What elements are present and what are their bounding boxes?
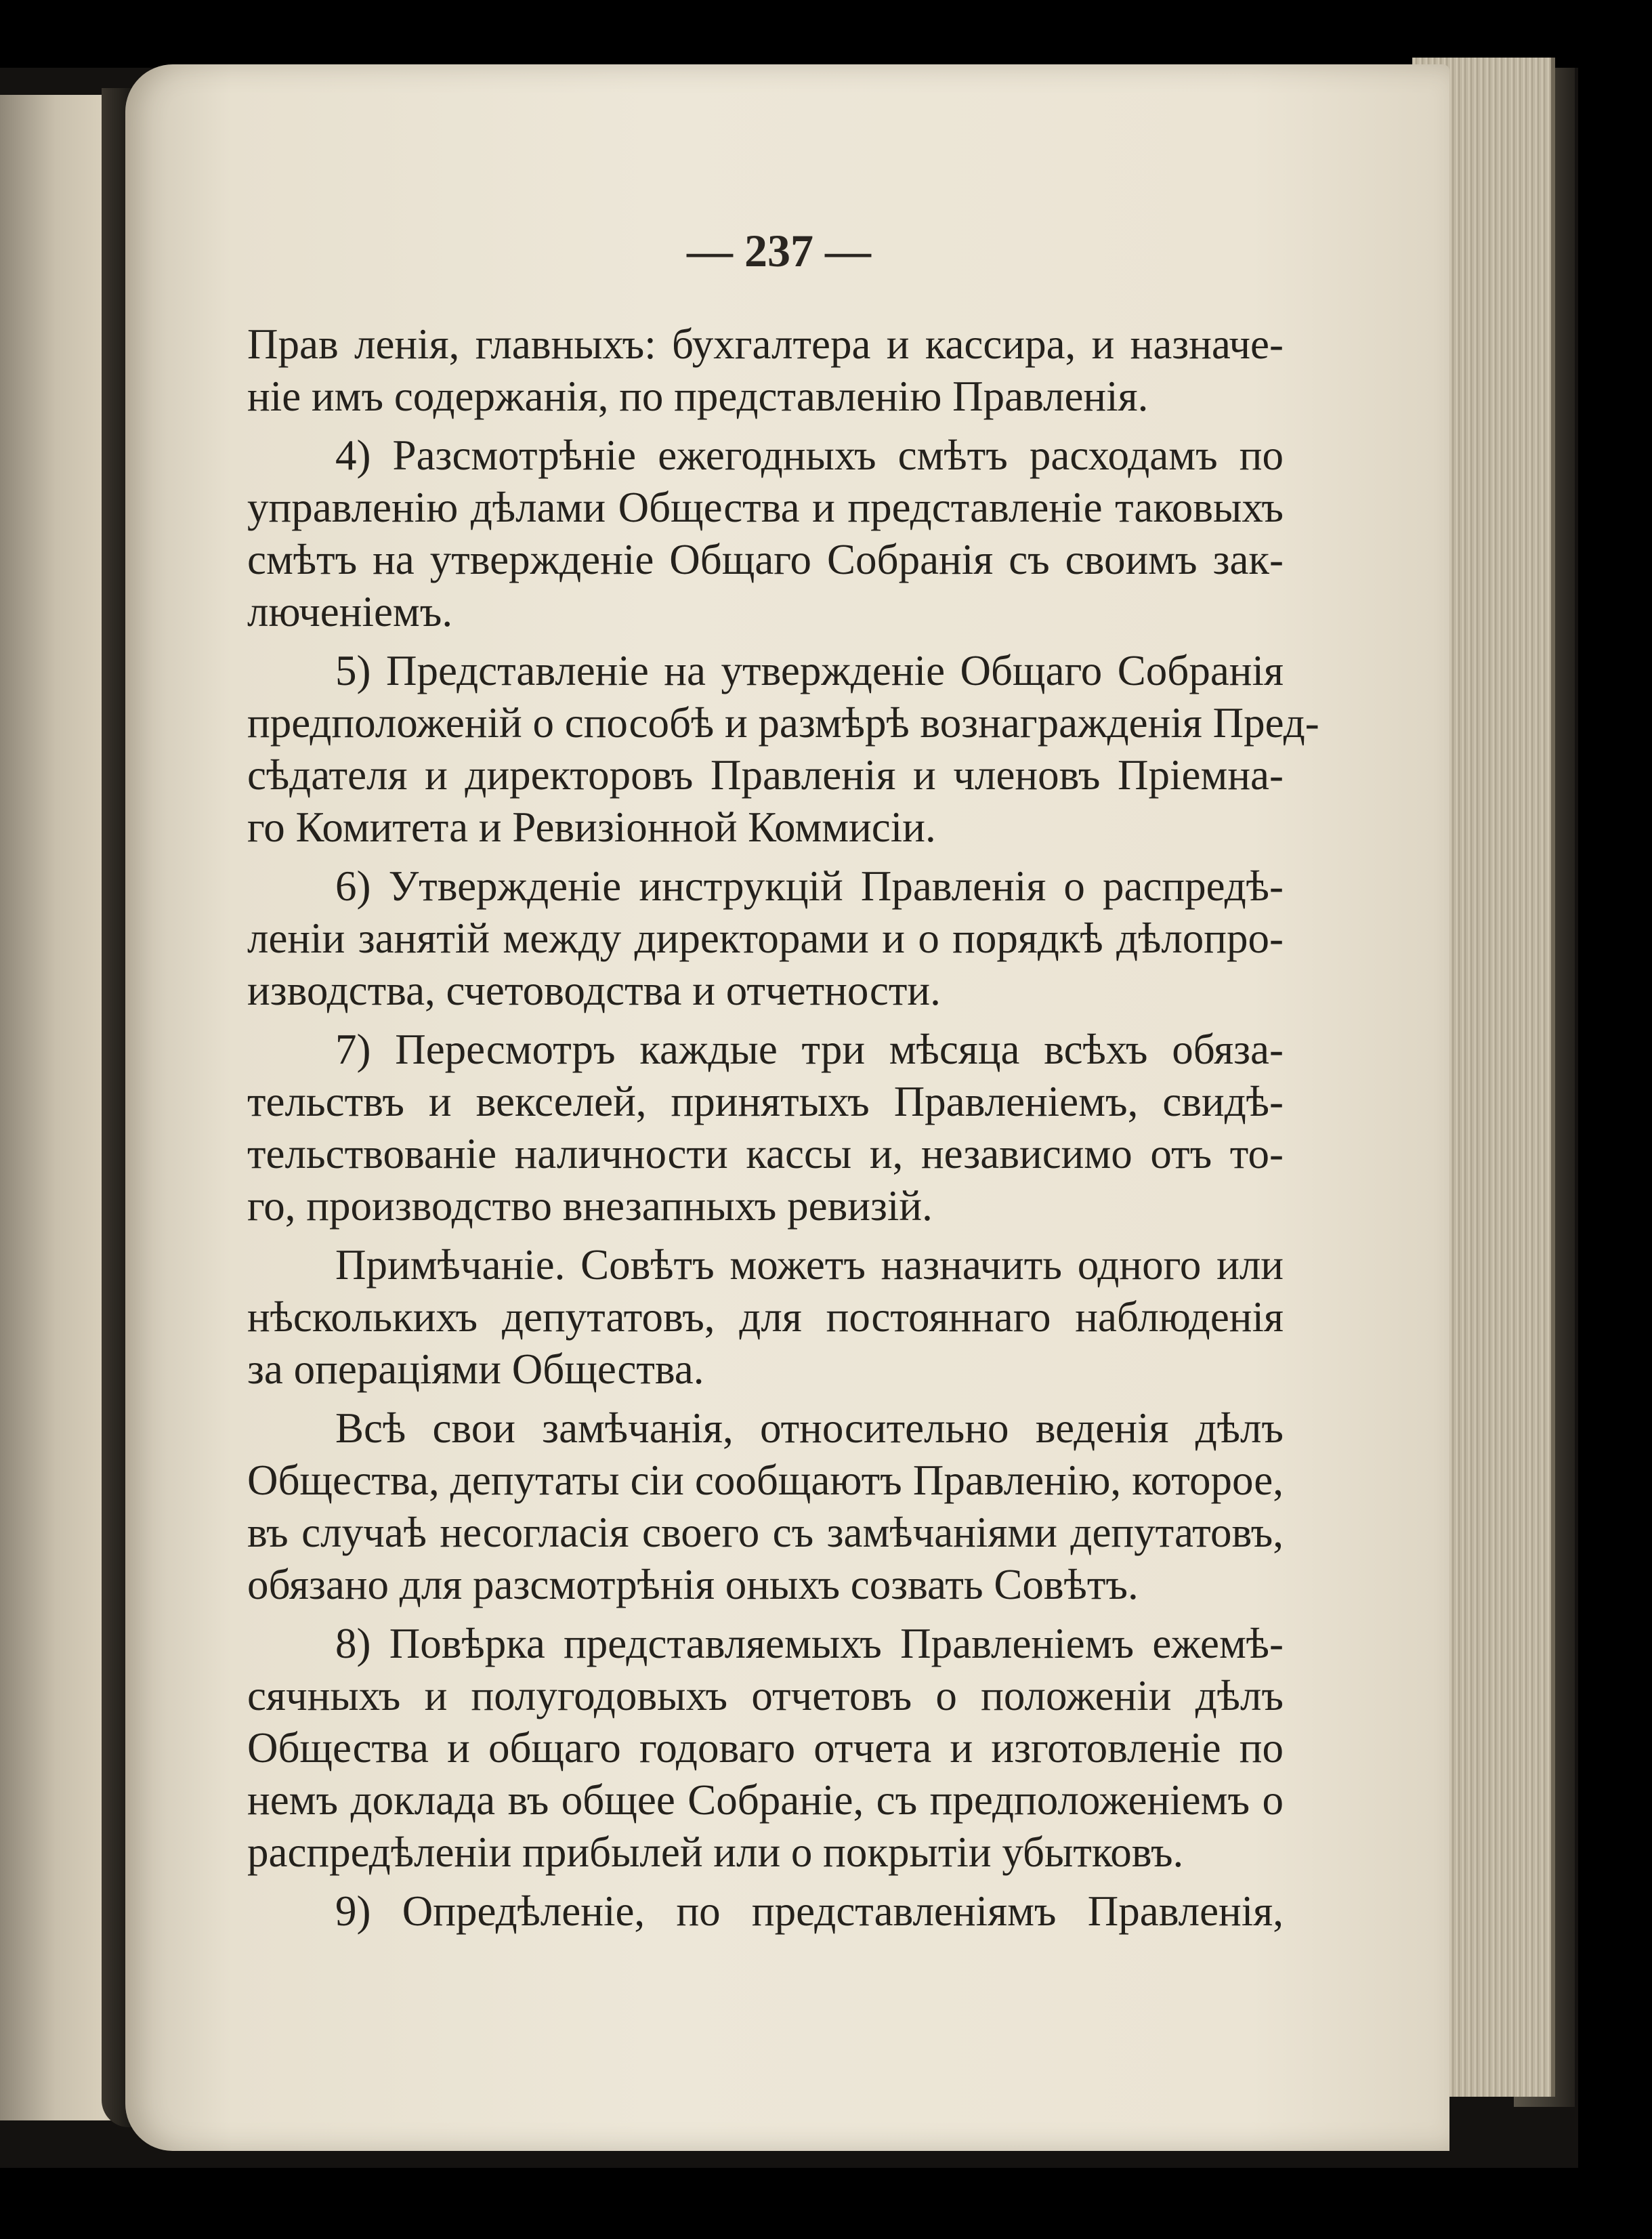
paragraph: [247, 1618, 1284, 1879]
text-line: 8) Повѣрка представляемыхъ Правленіемъ ежемѣ-: [335, 1620, 1284, 1667]
text-line: нѣсколькихъ депутатовъ, для постояннаго наблюденія: [247, 1293, 1284, 1341]
text-line: изводства, счетоводства и отчетности.: [247, 967, 941, 1014]
text-line: Примѣчаніе. Совѣтъ можетъ назначить одного или: [335, 1241, 1284, 1289]
text-line: ніе имъ содержанія, по представленію Правленія.: [247, 373, 1149, 420]
text-line: го, производство внезапныхъ ревизій.: [247, 1182, 933, 1230]
text-line: за операціями Общества.: [247, 1345, 704, 1393]
text-line: обязано для разсмотрѣнія оныхъ созвать Совѣтъ.: [247, 1561, 1139, 1608]
text-line: въ случаѣ несогласія своего съ замѣчаніями депутатовъ,: [247, 1509, 1284, 1556]
text-line: сѣдателя и директоровъ Правленія и членовъ Пріемна-: [247, 751, 1284, 799]
text-line: управленію дѣлами Общества и представленіе таковыхъ: [247, 484, 1284, 531]
text-line: 4) Разсмотрѣніе ежегодныхъ смѣтъ расходамъ по: [335, 432, 1284, 479]
text-line: Всѣ свои замѣчанія, относительно веденія дѣлъ: [335, 1404, 1284, 1452]
text-line: го Комитета и Ревизіонной Коммисіи.: [247, 803, 936, 851]
text-line: сячныхъ и полугодовыхъ отчетовъ о положеніи дѣлъ: [247, 1672, 1284, 1719]
text-line: Прав ленія, главныхъ: бухгалтера и кассира, и назначе-: [247, 320, 1284, 368]
paragraph: [247, 1239, 1284, 1396]
paragraph-list: [247, 318, 1319, 1938]
text-line: Общества и общаго годоваго отчета и изготовленіе по: [247, 1724, 1284, 1772]
text-line: 9) Опредѣленіе, по представленіямъ Правленія,: [335, 1887, 1284, 1935]
paragraph: [247, 430, 1284, 638]
paragraph: [247, 318, 1284, 423]
paragraph: [247, 645, 1319, 854]
paragraph: [247, 860, 1284, 1017]
page-number: — 237 —: [687, 225, 871, 276]
paragraph: [247, 1402, 1284, 1611]
text-line: смѣтъ на утвержденіе Общаго Собранія съ своимъ зак-: [247, 536, 1284, 583]
text-line: распредѣленіи прибылей или о покрытіи убытковъ.: [247, 1828, 1184, 1876]
text-line: 6) Утвержденіе инструкцій Правленія о распредѣ-: [335, 862, 1284, 910]
paragraph: [247, 1024, 1284, 1232]
text-line: тельствъ и векселей, принятыхъ Правленіемъ, свидѣ-: [247, 1078, 1284, 1125]
text-line: тельствованіе наличности кассы и, независимо отъ то-: [247, 1130, 1284, 1177]
paragraph: [247, 1885, 1284, 1938]
text-line: люченіемъ.: [247, 588, 453, 635]
text-line: предположеній о способѣ и размѣрѣ вознагражденія Пред-: [247, 699, 1319, 747]
page-text-block: [247, 224, 1319, 1944]
text-line: 5) Представленіе на утвержденіе Общаго Собранія: [335, 647, 1284, 694]
text-line: немъ доклада въ общее Собраніе, съ предположеніемъ о: [247, 1776, 1284, 1824]
text-line: леніи занятій между директорами и о порядкѣ дѣлопро-: [247, 915, 1284, 962]
text-line: Общества, депутаты сіи сообщаютъ Правленію, которое,: [247, 1457, 1284, 1504]
text-line: 7) Пересмотръ каждые три мѣсяца всѣхъ обяза-: [335, 1026, 1284, 1073]
